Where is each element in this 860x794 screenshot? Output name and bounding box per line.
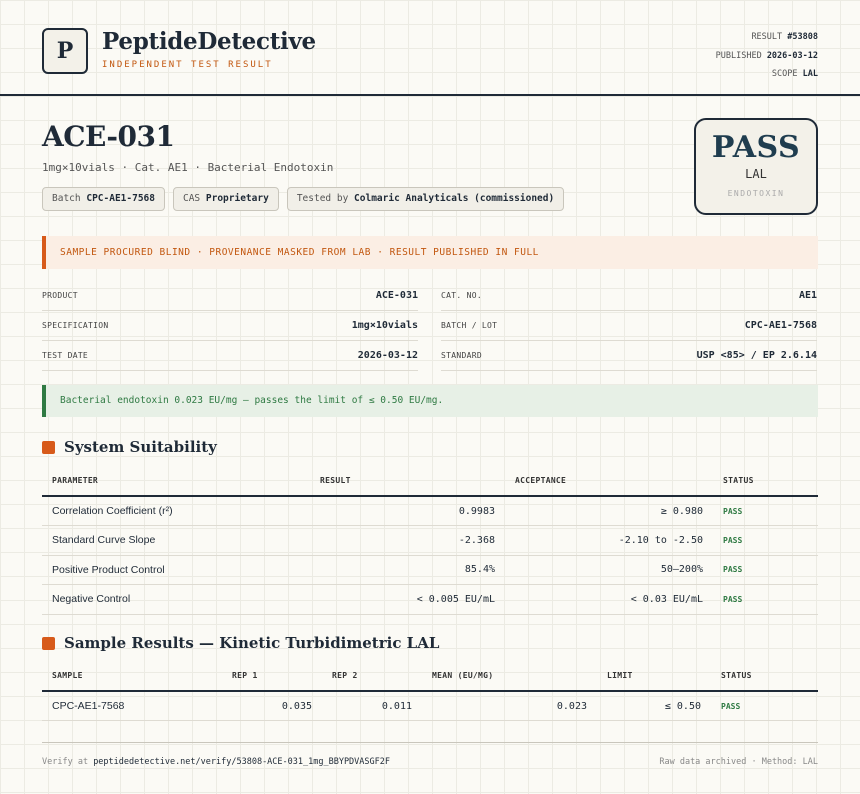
section-title-text: System Suitability bbox=[64, 438, 217, 456]
acceptance-cell: ≥ 0.980 bbox=[505, 496, 713, 526]
info-value: 2026-03-12 bbox=[357, 350, 418, 361]
parameter-cell: Negative Control bbox=[42, 585, 310, 615]
scope-label: SCOPE bbox=[771, 69, 798, 79]
product-subtitle: 1mg×10vials · Cat. AE1 · Bacterial Endotoxin bbox=[42, 161, 334, 174]
info-label: PRODUCT bbox=[42, 291, 78, 300]
batch-chip-value: CPC-AE1-7568 bbox=[86, 193, 155, 204]
published-date bbox=[716, 47, 818, 66]
status-badge: PASS bbox=[713, 555, 818, 585]
column-header: PARAMETER bbox=[42, 466, 310, 496]
acceptance-cell: < 0.03 EU/mL bbox=[505, 585, 713, 615]
result-value: #53808 bbox=[787, 32, 818, 42]
column-header: RESULT bbox=[310, 466, 505, 496]
scope-value: LAL bbox=[802, 69, 818, 79]
verify-link[interactable]: peptidedetective.net/verify/53808-ACE-031_1mg_BBYPDVASGF2F bbox=[93, 757, 390, 767]
cas-chip bbox=[173, 187, 279, 211]
tested-by-chip bbox=[287, 187, 564, 211]
badge-result: PASS bbox=[711, 130, 801, 165]
sample-cell: CPC-AE1-7568 bbox=[42, 691, 222, 721]
info-label: BATCH / LOT bbox=[441, 321, 498, 330]
column-header: STATUS bbox=[713, 466, 818, 496]
tested-by-chip-value: Colmaric Analyticals (commissioned) bbox=[354, 193, 555, 204]
status-badge: PASS bbox=[713, 496, 818, 526]
parameter-cell: Correlation Coefficient (r²) bbox=[42, 496, 310, 526]
result-id bbox=[716, 28, 818, 47]
system-suitability-heading bbox=[42, 438, 217, 456]
section-title-text: Sample Results — Kinetic Turbidimetric LAL bbox=[64, 634, 440, 652]
info-grid-right bbox=[441, 281, 817, 371]
acceptance-cell: 50–200% bbox=[505, 555, 713, 585]
table-row bbox=[42, 691, 818, 721]
result-cell: 85.4% bbox=[310, 555, 505, 585]
scope bbox=[716, 65, 818, 84]
column-header: REP 2 bbox=[322, 661, 422, 691]
published-label: PUBLISHED bbox=[715, 50, 762, 61]
table-row bbox=[42, 555, 818, 585]
tested-by-chip-label: Tested by bbox=[296, 193, 349, 204]
info-grid-left bbox=[42, 281, 418, 371]
system-suitability-table bbox=[42, 466, 818, 615]
column-header: SAMPLE bbox=[42, 661, 222, 691]
info-row bbox=[441, 341, 817, 371]
info-row bbox=[441, 281, 817, 311]
blind-procurement-notice: SAMPLE PROCURED BLIND · PROVENANCE MASKED FROM LAB · RESULT PUBLISHED IN FULL bbox=[42, 236, 818, 269]
info-value: AE1 bbox=[798, 290, 817, 301]
cas-chip-label: CAS bbox=[182, 193, 201, 204]
brand-name: PeptideDetective bbox=[102, 28, 316, 55]
table-row bbox=[42, 526, 818, 556]
table-row bbox=[42, 496, 818, 526]
logo-mark: P bbox=[42, 28, 88, 74]
info-label: TEST DATE bbox=[42, 351, 89, 360]
report-footer bbox=[42, 742, 818, 767]
info-row bbox=[441, 311, 817, 341]
info-value: 1mg×10vials bbox=[351, 320, 418, 331]
cas-chip-value: Proprietary bbox=[205, 193, 269, 204]
result-cell: 0.9983 bbox=[310, 496, 505, 526]
badge-method: LAL bbox=[745, 167, 767, 181]
sample-results-table bbox=[42, 661, 818, 721]
info-row bbox=[42, 311, 418, 341]
verify-text bbox=[42, 757, 390, 767]
status-badge: PASS bbox=[713, 526, 818, 556]
status-badge: PASS bbox=[711, 691, 818, 721]
column-header: LIMIT bbox=[597, 661, 711, 691]
table-header-row bbox=[42, 661, 818, 691]
parameter-cell: Positive Product Control bbox=[42, 555, 310, 585]
table-header-row bbox=[42, 466, 818, 496]
brand-tagline: INDEPENDENT TEST RESULT bbox=[102, 60, 273, 70]
published-value: 2026-03-12 bbox=[766, 50, 818, 61]
report-header bbox=[0, 0, 860, 96]
info-row bbox=[42, 281, 418, 311]
status-badge: PASS bbox=[713, 585, 818, 615]
pass-badge bbox=[694, 118, 818, 215]
product-chips bbox=[42, 187, 564, 211]
summary-notice: Bacterial endotoxin 0.023 EU/mg — passes the limit of ≤ 0.50 EU/mg. bbox=[42, 385, 818, 417]
batch-chip-label: Batch bbox=[52, 193, 81, 204]
column-header: ACCEPTANCE bbox=[505, 466, 713, 496]
section-marker-icon bbox=[42, 637, 55, 650]
acceptance-cell: -2.10 to -2.50 bbox=[505, 526, 713, 556]
info-label: CAT. NO. bbox=[441, 291, 482, 300]
limit-cell: ≤ 0.50 bbox=[597, 691, 711, 721]
section-marker-icon bbox=[42, 441, 55, 454]
column-header: MEAN (EU/MG) bbox=[422, 661, 597, 691]
report-meta bbox=[716, 28, 818, 84]
archive-note: Raw data archived · Method: LAL bbox=[659, 757, 818, 767]
info-label: SPECIFICATION bbox=[42, 321, 109, 330]
column-header: STATUS bbox=[711, 661, 818, 691]
mean-cell: 0.023 bbox=[422, 691, 597, 721]
product-title: ACE-031 bbox=[42, 120, 175, 153]
table-row bbox=[42, 585, 818, 615]
batch-chip bbox=[42, 187, 165, 211]
result-label: RESULT bbox=[751, 32, 783, 42]
info-value: USP <85> / EP 2.6.14 bbox=[696, 350, 817, 361]
result-cell: < 0.005 EU/mL bbox=[310, 585, 505, 615]
badge-category: ENDOTOXIN bbox=[727, 189, 785, 198]
info-value: CPC-AE1-7568 bbox=[744, 320, 817, 331]
parameter-cell: Standard Curve Slope bbox=[42, 526, 310, 556]
rep1-cell: 0.035 bbox=[222, 691, 322, 721]
info-value: ACE-031 bbox=[375, 290, 418, 301]
info-row bbox=[42, 341, 418, 371]
column-header: REP 1 bbox=[222, 661, 322, 691]
result-cell: -2.368 bbox=[310, 526, 505, 556]
sample-results-heading bbox=[42, 634, 439, 652]
verify-prefix: Verify at bbox=[42, 757, 89, 767]
rep2-cell: 0.011 bbox=[322, 691, 422, 721]
info-label: STANDARD bbox=[441, 351, 482, 360]
